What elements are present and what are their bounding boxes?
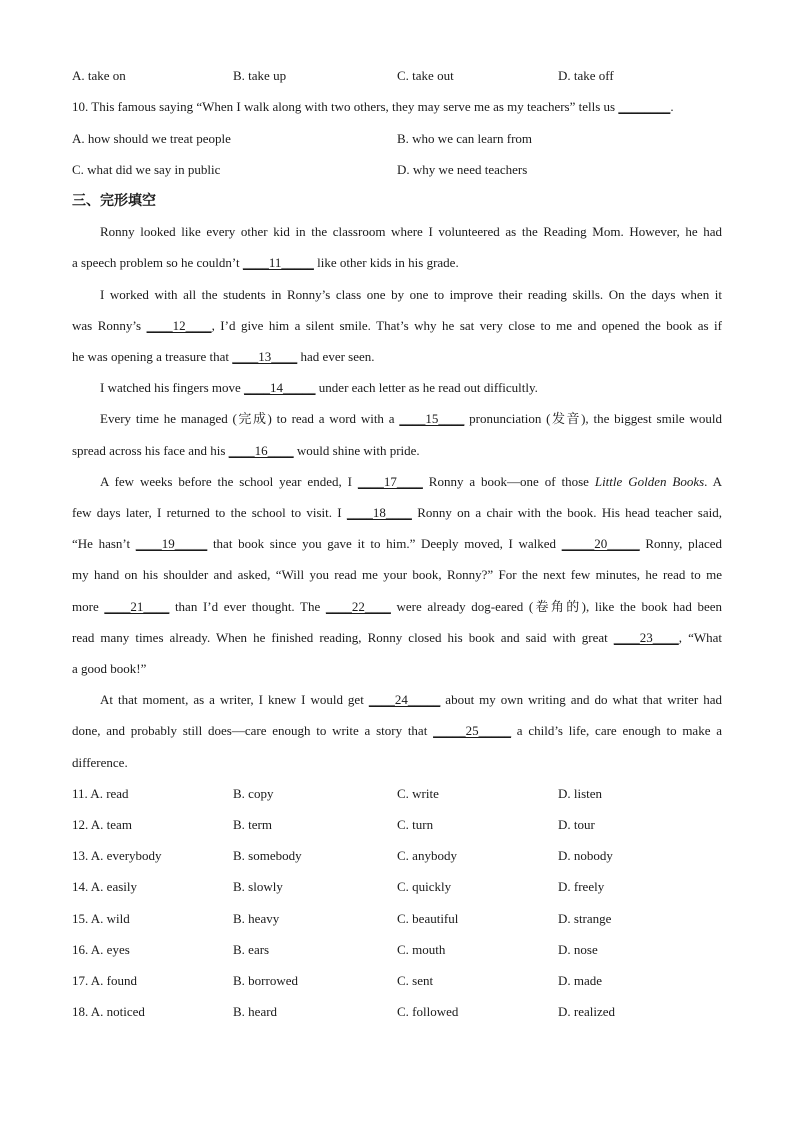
passage-line xyxy=(72,316,722,336)
passage-line xyxy=(72,409,722,429)
passage-text: few days later, I returned to the school to visit. I xyxy=(72,505,347,520)
question-18-options xyxy=(72,1002,722,1022)
option-b: B. copy xyxy=(233,786,274,801)
option-b: B. term xyxy=(233,817,272,832)
blank-24: ____24_____ xyxy=(368,692,441,707)
passage-line xyxy=(72,347,722,367)
option-d: D. freely xyxy=(558,879,605,894)
blank-22: ____22____ xyxy=(325,599,391,614)
passage-line xyxy=(72,503,722,523)
blank-17: ____17____ xyxy=(357,474,423,489)
option-a: 15. A. wild xyxy=(72,911,130,926)
q10-stem-end: . xyxy=(670,99,674,114)
passage-line xyxy=(72,690,722,710)
passage-line xyxy=(72,721,722,741)
option-c: C. quickly xyxy=(397,879,452,894)
passage-text: Ronny on a chair with the book. His head teacher said, xyxy=(411,505,722,520)
blank-14: ____14_____ xyxy=(244,380,316,395)
passage-line: my hand on his shoulder and asked, “Will you read me your book, Ronny?” For the next few minutes, he read to me xyxy=(72,567,722,582)
q9-option-d: D. take off xyxy=(558,68,614,83)
option-d: D. nose xyxy=(558,942,598,957)
q10-options-row1 xyxy=(72,129,722,149)
passage-text: a child’s life, care enough to make a xyxy=(511,723,722,738)
option-a: 18. A. noticed xyxy=(72,1004,145,1019)
option-b: B. ears xyxy=(233,942,270,957)
passage-text: was Ronny’s xyxy=(72,318,147,333)
passage-text: would shine with pride. xyxy=(293,443,420,458)
passage-line: I worked with all the students in Ronny’s class one by one to improve their reading skills. On the days when it xyxy=(100,287,722,302)
passage-line: Ronny looked like every other kid in the classroom where I volunteered as the Reading Mom. However, he had xyxy=(100,224,722,239)
q10-options-row2 xyxy=(72,160,722,180)
blank-11: ____11_____ xyxy=(242,255,314,270)
blank-19: ____19_____ xyxy=(135,536,208,551)
blank-15: ____15____ xyxy=(399,411,465,426)
passage-text: a speech problem so he couldn’t xyxy=(72,255,243,270)
blank-16: ____16____ xyxy=(228,443,294,458)
option-c: C. followed xyxy=(397,1004,459,1019)
question-11-options xyxy=(72,784,722,804)
passage-text: , I’d give him a silent smile. That’s why he sat very close to me and opened the book as if xyxy=(211,318,722,333)
passage-text: under each letter as he read out difficultly. xyxy=(315,380,538,395)
question-12-options xyxy=(72,815,722,835)
option-d: D. strange xyxy=(558,911,612,926)
q10-option-d: D. why we need teachers xyxy=(397,162,528,177)
blank-20: _____20_____ xyxy=(561,536,640,551)
option-a: 17. A. found xyxy=(72,973,137,988)
passage-line: difference. xyxy=(72,755,128,770)
q9-options xyxy=(72,66,722,86)
question-14-options xyxy=(72,877,722,897)
question-16-options xyxy=(72,940,722,960)
option-c: C. turn xyxy=(397,817,434,832)
passage-text: that book since you gave it to him.” Deeply moved, I walked xyxy=(207,536,562,551)
passage-text: were already dog-eared (卷角的), like the book had been xyxy=(390,599,722,614)
q10-blank: ________ xyxy=(618,99,671,114)
passage-text: Ronny a book—one of those xyxy=(422,474,595,489)
blank-13: ____13____ xyxy=(232,349,298,364)
passage-text: “He hasn’t xyxy=(72,536,136,551)
passage-line xyxy=(72,472,722,492)
passage-line xyxy=(72,441,722,461)
passage-line: a good book!” xyxy=(72,661,147,676)
q10-option-a: A. how should we treat people xyxy=(72,131,231,146)
q10-option-c: C. what did we say in public xyxy=(72,162,221,177)
option-b: B. heard xyxy=(233,1004,278,1019)
passage-text: spread across his face and his xyxy=(72,443,229,458)
option-a: 13. A. everybody xyxy=(72,848,162,863)
section-heading: 三、完形填空 xyxy=(72,193,156,209)
option-d: D. tour xyxy=(558,817,595,832)
passage-text: , “What xyxy=(678,630,722,645)
passage-line xyxy=(72,628,722,648)
question-13-options xyxy=(72,846,722,866)
passage-text: . A xyxy=(704,474,723,489)
q9-option-b: B. take up xyxy=(233,68,287,83)
passage-text: he was opening a treasure that xyxy=(72,349,233,364)
option-b: B. slowly xyxy=(233,879,283,894)
passage-text: I watched his fingers move xyxy=(100,380,245,395)
passage-text: than I’d ever thought. The xyxy=(169,599,326,614)
blank-25: _____25_____ xyxy=(433,723,512,738)
option-b: B. borrowed xyxy=(233,973,298,988)
q10-stem-text: 10. This famous saying “When I walk along with two others, they may serve me as my teachers” tells us xyxy=(72,99,619,114)
option-a: 16. A. eyes xyxy=(72,942,130,957)
passage-text: about my own writing and do what that writer had xyxy=(440,692,722,707)
option-b: B. heavy xyxy=(233,911,280,926)
passage-text: pronunciation (发音), the biggest smile would xyxy=(464,411,722,426)
question-15-options xyxy=(72,909,722,929)
passage-text: At that moment, as a writer, I knew I would get xyxy=(100,692,369,707)
blank-12: ____12____ xyxy=(146,318,212,333)
option-d: D. nobody xyxy=(558,848,613,863)
option-a: 12. A. team xyxy=(72,817,132,832)
option-d: D. made xyxy=(558,973,603,988)
passage-line xyxy=(72,253,722,273)
q10-option-b: B. who we can learn from xyxy=(397,131,533,146)
option-d: D. realized xyxy=(558,1004,616,1019)
q10-stem xyxy=(72,97,722,117)
q9-option-c: C. take out xyxy=(397,68,454,83)
option-a: 11. A. read xyxy=(72,786,129,801)
option-b: B. somebody xyxy=(233,848,302,863)
passage-line xyxy=(72,534,722,554)
passage-line xyxy=(72,378,722,398)
passage-text: done, and probably still does—care enough to write a story that xyxy=(72,723,434,738)
option-d: D. listen xyxy=(558,786,603,801)
blank-21: ____21____ xyxy=(104,599,170,614)
question-17-options xyxy=(72,971,722,991)
passage-text: Ronny, placed xyxy=(639,536,722,551)
passage-text: read many times already. When he finished reading, Ronny closed his book and said with great xyxy=(72,630,614,645)
blank-23: ____23____ xyxy=(613,630,679,645)
passage-text: more xyxy=(72,599,105,614)
passage-line xyxy=(72,597,722,617)
book-title: Little Golden Books xyxy=(594,474,705,489)
option-c: C. beautiful xyxy=(397,911,459,926)
blank-18: ____18____ xyxy=(346,505,412,520)
passage-text: A few weeks before the school year ended, I xyxy=(100,474,358,489)
option-c: C. mouth xyxy=(397,942,446,957)
option-c: C. write xyxy=(397,786,439,801)
option-a: 14. A. easily xyxy=(72,879,137,894)
passage-text: had ever seen. xyxy=(297,349,375,364)
passage-text: Every time he managed (完成) to read a word with a xyxy=(100,411,400,426)
q9-option-a: A. take on xyxy=(72,68,126,83)
passage-text: like other kids in his grade. xyxy=(313,255,459,270)
option-c: C. sent xyxy=(397,973,434,988)
option-c: C. anybody xyxy=(397,848,457,863)
